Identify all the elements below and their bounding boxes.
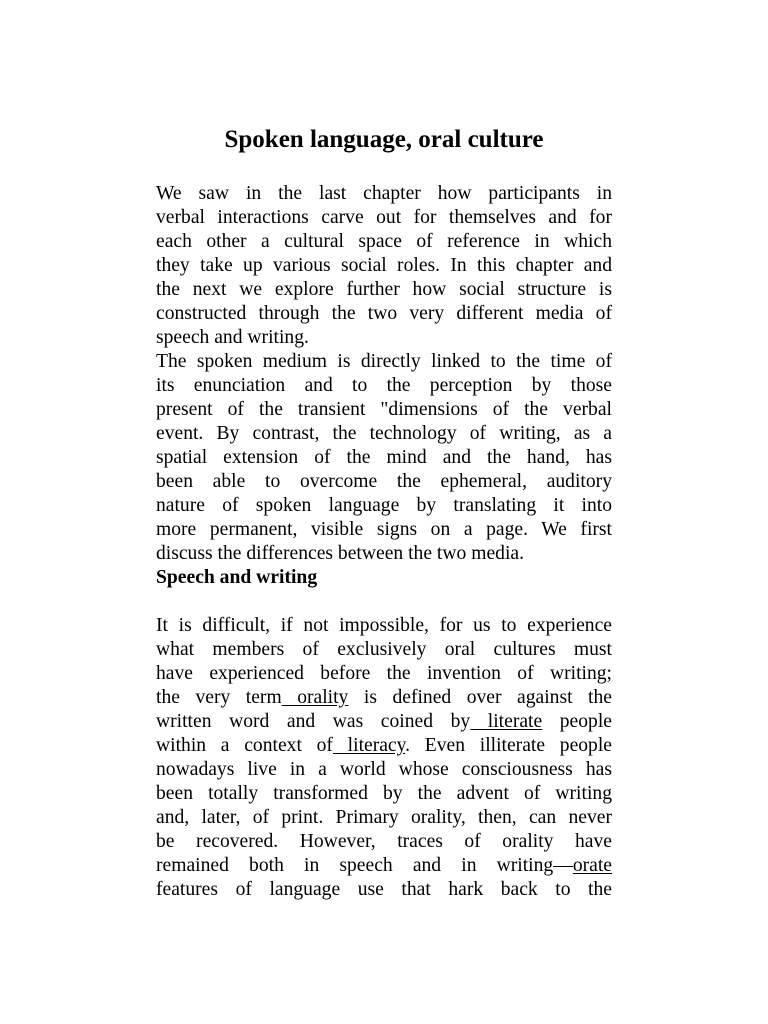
orality-link[interactable]: orality (281, 687, 349, 708)
section-heading: Speech and writing (156, 567, 318, 588)
text-line: nowadays live in a world whose consciousness has (156, 759, 612, 780)
text-line: been able to overcome the ephemeral, auditory (156, 471, 612, 492)
text-line: present of the transient "dimensions of the verbal (156, 399, 612, 420)
text-line (156, 734, 612, 758)
text-line: spatial extension of the mind and the hand, has (156, 447, 612, 468)
literacy-link[interactable]: literacy (332, 735, 406, 756)
text-line: its enunciation and to the perception by those (156, 375, 612, 396)
text-line: speech and writing. (156, 327, 309, 348)
paragraph-3 (156, 614, 612, 902)
text-line: constructed through the two very different media of (156, 303, 612, 324)
paragraph-1 (156, 182, 612, 350)
text-line: event. By contrast, the technology of writing, as a (156, 423, 612, 444)
text-line (156, 686, 612, 710)
text-line: what members of exclusively oral cultures must (156, 639, 612, 660)
text-line: and, later, of print. Primary orality, then, can never (156, 807, 612, 828)
text-line: discuss the differences between the two media. (156, 543, 524, 564)
text-line: they take up various social roles. In this chapter and (156, 255, 612, 276)
text-line (156, 854, 612, 878)
text-line: nature of spoken language by translating it into (156, 495, 612, 516)
text-line: It is difficult, if not impossible, for us to experience (156, 615, 612, 636)
text-line: features of language use that hark back to the (156, 879, 612, 900)
text-segment: the very term (156, 687, 282, 708)
body-text (156, 182, 612, 902)
text-line: We saw in the last chapter how participants in (156, 183, 612, 204)
text-line: verbal interactions carve out for themselves and for (156, 207, 612, 228)
text-segment: people (542, 711, 612, 732)
text-line (156, 710, 612, 734)
text-segment: . Even illiterate people (405, 735, 612, 756)
page-title: Spoken language, oral culture (224, 126, 544, 153)
text-segment: written word and was coined by (156, 711, 471, 732)
text-segment: within a context of (156, 735, 333, 756)
text-segment: is defined over against the (348, 687, 612, 708)
text-line: be recovered. However, traces of orality have (156, 831, 612, 852)
literate-link[interactable]: literate (470, 711, 543, 732)
blank-line (156, 590, 612, 614)
text-line: have experienced before the invention of writing; (156, 663, 612, 684)
text-line: the next we explore further how social structure is (156, 279, 612, 300)
paragraph-2 (156, 350, 612, 566)
text-segment: remained both in speech and in writing— (156, 855, 573, 876)
text-line: more permanent, visible signs on a page. We first (156, 519, 612, 540)
text-line: each other a cultural space of reference in which (156, 231, 612, 252)
text-line: been totally transformed by the advent of writing (156, 783, 612, 804)
orate-link[interactable]: orate (572, 855, 612, 876)
text-line: The spoken medium is directly linked to the time of (156, 351, 612, 372)
